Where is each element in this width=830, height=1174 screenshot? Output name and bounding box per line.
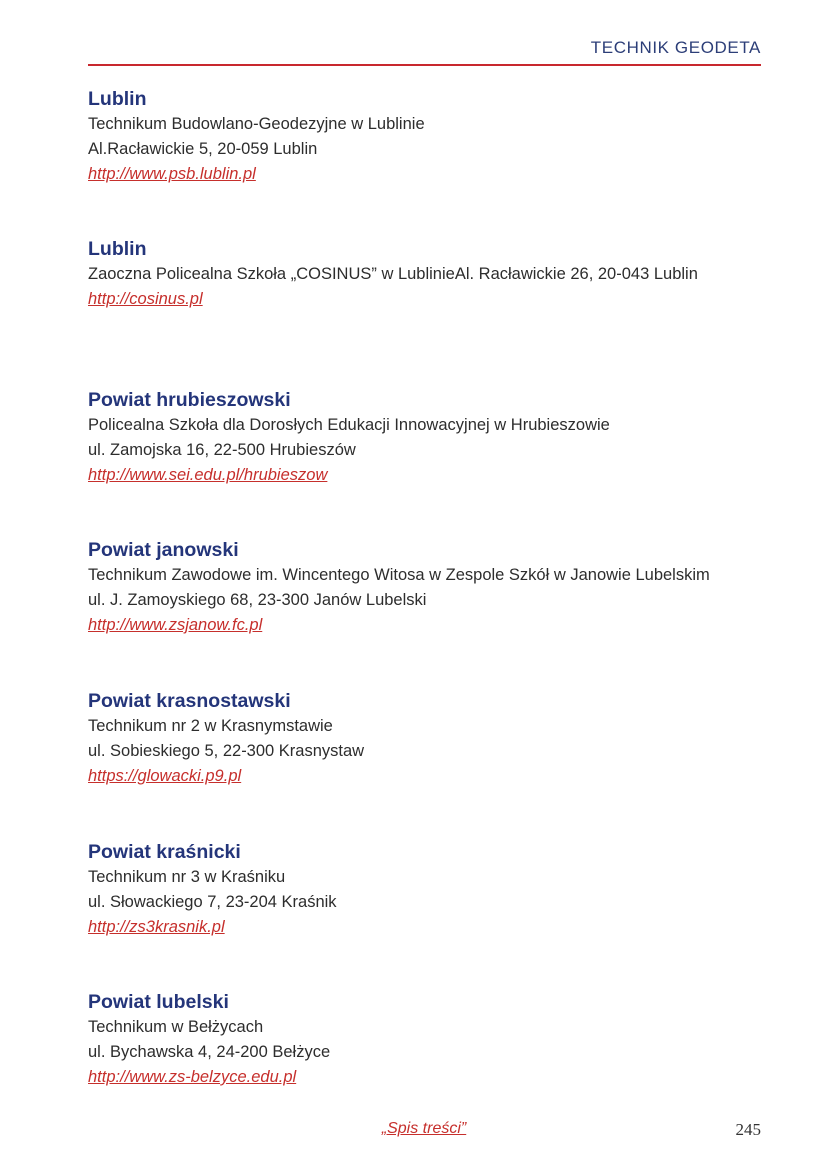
school-name: Policealna Szkoła dla Dorosłych Edukacji Innowacyjnej w Hrubieszowie — [88, 416, 610, 434]
school-website-link[interactable]: http://www.zs-belzyce.edu.pl — [88, 1068, 297, 1086]
school-entry — [88, 236, 778, 312]
school-name-and-address: Zaoczna Policealna Szkoła „COSINUS” w LublinieAl. Racławickie 26, 20-043 Lublin — [88, 265, 698, 283]
school-address: ul. J. Zamoyskiego 68, 23-300 Janów Lubelski — [88, 591, 427, 609]
school-entry — [88, 688, 778, 789]
region-heading: Powiat lubelski — [88, 991, 229, 1013]
school-website-link[interactable]: http://www.sei.edu.pl/hrubieszow — [88, 466, 328, 484]
school-entry — [88, 839, 778, 940]
table-of-contents-link[interactable]: „Spis treści” — [381, 1120, 467, 1137]
school-address: ul. Sobieskiego 5, 22-300 Krasnystaw — [88, 742, 365, 760]
school-name: Technikum Budowlano-Geodezyjne w Lublinie — [88, 115, 425, 133]
header-divider — [88, 64, 761, 66]
region-heading: Lublin — [88, 88, 147, 110]
running-header: TECHNIK GEODETA — [590, 38, 761, 57]
region-heading: Powiat kraśnicki — [88, 841, 241, 863]
school-name: Technikum nr 3 w Kraśniku — [88, 868, 286, 886]
school-address: ul. Bychawska 4, 24-200 Bełżyce — [88, 1043, 331, 1061]
school-website-link[interactable]: https://glowacki.p9.pl — [88, 767, 242, 785]
region-heading: Powiat janowski — [88, 539, 239, 561]
school-website-link[interactable]: http://zs3krasnik.pl — [88, 918, 225, 936]
school-entry — [88, 387, 778, 488]
school-website-link[interactable]: http://cosinus.pl — [88, 290, 203, 308]
school-address: ul. Słowackiego 7, 23-204 Kraśnik — [88, 893, 337, 911]
school-name: Technikum Zawodowe im. Wincentego Witosa w Zespole Szkół w Janowie Lubelskim — [88, 566, 710, 584]
region-heading: Powiat krasnostawski — [88, 690, 291, 712]
school-entry — [88, 86, 778, 187]
page-number: 245 — [735, 1120, 761, 1139]
school-name: Technikum nr 2 w Krasnymstawie — [88, 717, 333, 735]
region-heading: Lublin — [88, 238, 147, 260]
school-address: ul. Zamojska 16, 22-500 Hrubieszów — [88, 441, 356, 459]
school-name: Technikum w Bełżycach — [88, 1018, 264, 1036]
school-address: Al.Racławickie 5, 20-059 Lublin — [88, 140, 318, 158]
school-entry — [88, 537, 778, 638]
school-website-link[interactable]: http://www.psb.lublin.pl — [88, 165, 256, 183]
school-entry — [88, 989, 778, 1090]
school-website-link[interactable]: http://www.zsjanow.fc.pl — [88, 616, 263, 634]
region-heading: Powiat hrubieszowski — [88, 389, 291, 411]
